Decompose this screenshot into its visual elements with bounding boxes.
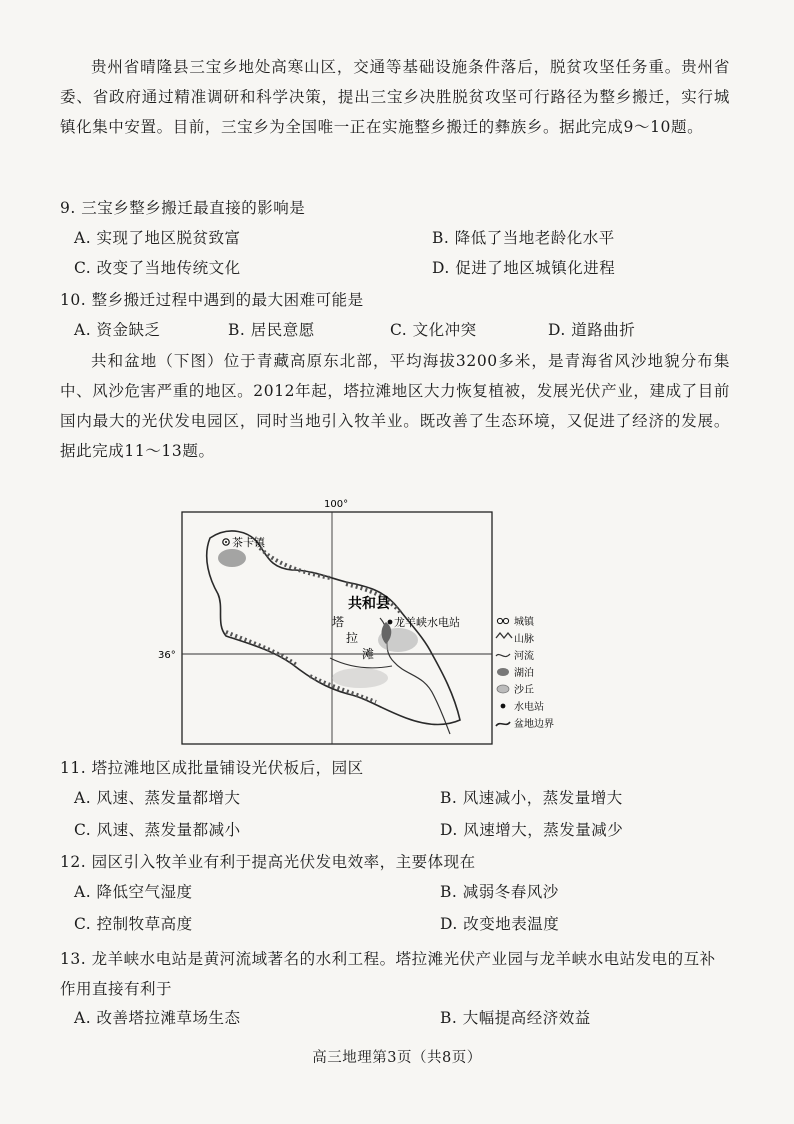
q10-option-d[interactable]: D. 道路曲折 [548, 321, 636, 339]
passage-sanbao: 贵州省晴隆县三宝乡地处高寒山区，交通等基础设施条件落后，脱贫攻坚任务重。贵州省委、省政府通过精准调研和科学决策，提出三宝乡决胜脱贫攻坚可行路径为整乡搬迁，实行城镇化集中安置。目前，三宝乡为全国唯一正在实施整乡搬迁的彝族乡。据此完成9～10题。 [60, 58, 730, 136]
q9-option-c[interactable]: C. 改变了当地传统文化 [74, 259, 241, 277]
q10-option-a[interactable]: A. 资金缺乏 [74, 321, 161, 339]
legend-basin-boundary: 盆地边界 [514, 719, 554, 730]
q12-option-a[interactable]: A. 降低空气湿度 [74, 883, 193, 901]
question-12-stem: 12. 园区引入牧羊业有利于提高光伏发电效率，主要体现在 [60, 853, 476, 871]
q11-option-c[interactable]: C. 风速、蒸发量都减小 [74, 821, 241, 839]
dune-icon [497, 685, 509, 693]
q11-option-b[interactable]: B. 风速减小，蒸发量增大 [440, 789, 623, 807]
passage-gonghe: 共和盆地（下图）位于青藏高原东北部，平均海拔3200多米，是青海省风沙地貌分布集中、风沙危害严重的地区。2012年起，塔拉滩地区大力恢复植被，发展光伏产业，建成了目前国内最大的光伏发电园区，同时当地引入牧羊业。既改善了生态环境，又促进了经济的发展。据此完成11～13题。 [60, 352, 730, 460]
q12-option-b[interactable]: B. 减弱冬春风沙 [440, 883, 559, 901]
page-footer: 高三地理第3页（共8页） [312, 1050, 482, 1066]
ta-label: 塔 [332, 615, 345, 629]
lat-label: 36° [158, 650, 176, 661]
gonghe-label: 共和县 [348, 596, 390, 612]
basin-boundary-icon [496, 722, 510, 726]
chaka-lake [218, 549, 246, 567]
river-icon [496, 654, 510, 657]
lake-icon [497, 668, 509, 676]
tributary-river [330, 658, 392, 668]
gonghe-basin-map [158, 498, 580, 748]
q11-option-a[interactable]: A. 风速、蒸发量都增大 [74, 789, 241, 807]
q10-option-b[interactable]: B. 居民意愿 [228, 321, 315, 339]
mountain-icon [496, 633, 512, 638]
longyangxia-label: 龙羊峡水电站 [394, 616, 460, 629]
q11-option-d[interactable]: D. 风速增大，蒸发量减少 [440, 821, 624, 839]
legend-dune: 沙丘 [514, 685, 534, 696]
q10-option-c[interactable]: C. 文化冲突 [390, 321, 477, 339]
question-11-stem: 11. 塔拉滩地区成批量铺设光伏板后，园区 [60, 759, 364, 777]
q9-option-b[interactable]: B. 降低了当地老龄化水平 [432, 229, 615, 247]
dune-area-south [332, 668, 388, 688]
q13-option-a[interactable]: A. 改善塔拉滩草场生态 [74, 1009, 241, 1027]
tan-label: 滩 [362, 647, 375, 661]
q9-option-a[interactable]: A. 实现了地区脱贫致富 [74, 229, 241, 247]
q12-option-c[interactable]: C. 控制牧草高度 [74, 915, 193, 933]
hydropower-station-icon [388, 620, 393, 625]
lon-label: 100° [324, 499, 349, 510]
la-label: 拉 [346, 631, 359, 645]
chaka-label: 茶卡镇 [232, 536, 265, 549]
q9-option-d[interactable]: D. 促进了地区城镇化进程 [432, 259, 616, 277]
q13-option-b[interactable]: B. 大幅提高经济效益 [440, 1009, 591, 1027]
question-10-stem: 10. 整乡搬迁过程中遇到的最大困难可能是 [60, 291, 364, 309]
map-legend [496, 615, 554, 730]
legend-mountain: 山脉 [514, 634, 534, 645]
question-13-stem: 13. 龙羊峡水电站是黄河流域著名的水利工程。塔拉滩光伏产业园与龙羊峡水电站发电的互补作用直接有利于 [60, 950, 716, 998]
legend-town: 城镇 [514, 617, 534, 628]
legend-river: 河流 [514, 651, 534, 662]
legend-hydropower: 水电站 [514, 702, 544, 713]
map-svg [158, 498, 580, 748]
town-icon [497, 618, 502, 623]
question-9-stem: 9. 三宝乡整乡搬迁最直接的影响是 [60, 199, 306, 217]
hydropower-icon [501, 704, 506, 709]
q12-option-d[interactable]: D. 改变地表温度 [440, 915, 560, 933]
legend-lake: 湖泊 [514, 668, 534, 679]
